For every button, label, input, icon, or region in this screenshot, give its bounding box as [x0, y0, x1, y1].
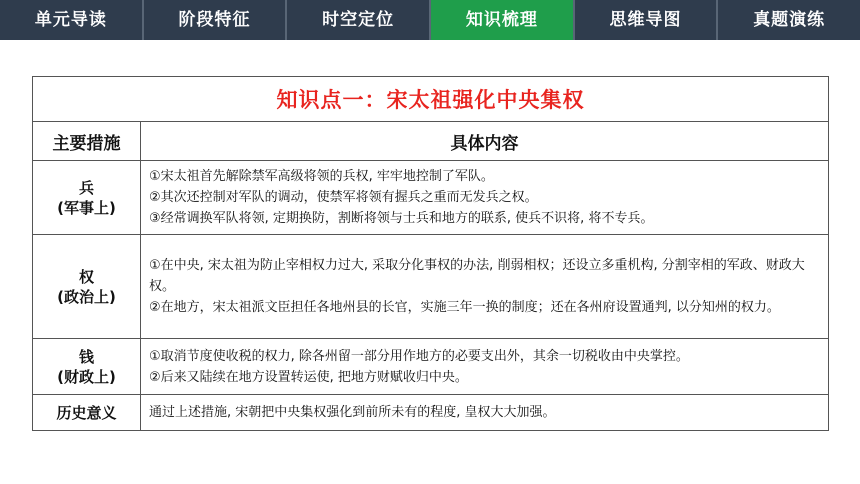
row-content-political — [141, 235, 829, 339]
row-label-financial — [33, 339, 141, 395]
row-label-sub: (财政上) — [57, 367, 116, 386]
content-line: ①宋太祖首先解除禁军高级将领的兵权, 牢牢地控制了军队。 — [149, 169, 494, 184]
tab-stage-features[interactable]: 阶段特征 — [144, 0, 288, 40]
knowledge-table — [32, 76, 829, 431]
header-content: 具体内容 — [141, 122, 829, 161]
row-label-military — [33, 161, 141, 235]
row-label-sub: (军事上) — [57, 198, 116, 217]
row-label-main: 兵 — [78, 178, 94, 197]
tab-unit-intro[interactable]: 单元导读 — [0, 0, 144, 40]
content-line: ②在地方，宋太祖派文臣担任各地州县的长官，实施三年一换的制度；还在各州府设置通判, 以分知州的权力。 — [149, 300, 780, 315]
header-measures: 主要措施 — [33, 122, 141, 161]
content-line: ③经常调换军队将领, 定期换防，割断将领与士兵和地方的联系, 使兵不识将, 将不专兵。 — [149, 211, 654, 226]
row-content-financial — [141, 339, 829, 395]
content-line: ①取消节度使收税的权力, 除各州留一部分用作地方的必要支出外，其余一切税收由中央掌控。 — [149, 348, 689, 364]
content-line: ②后来又陆续在地方设置转运使, 把地方财赋收归中央。 — [149, 369, 468, 385]
table-title: 知识点一：宋太祖强化中央集权 — [33, 77, 829, 122]
knowledge-table-container — [32, 76, 828, 431]
row-label-political — [33, 235, 141, 339]
table-row — [33, 339, 829, 395]
row-label-main: 钱 — [78, 347, 94, 366]
row-label-main: 权 — [78, 267, 94, 286]
table-row — [33, 395, 829, 431]
table-row — [33, 235, 829, 339]
tab-mind-map[interactable]: 思维导图 — [575, 0, 719, 40]
content-line: 通过上述措施, 宋朝把中央集权强化到前所未有的程度, 皇权大大加强。 — [149, 405, 556, 420]
tab-knowledge-review[interactable]: 知识梳理 — [431, 0, 575, 40]
row-label-main: 历史意义 — [56, 403, 117, 422]
row-label-sub: (政治上) — [57, 287, 116, 306]
tab-time-space[interactable]: 时空定位 — [287, 0, 431, 40]
content-line: ①在中央, 宋太祖为防止宰相权力过大, 采取分化事权的办法, 削弱相权；还设立多重机构, 分割宰相的军政、财政大权。 — [149, 258, 805, 294]
tab-exam-practice[interactable]: 真题演练 — [753, 10, 826, 30]
content-line: ②其次还控制对军队的调动，使禁军将领有握兵之重而无发兵之权。 — [149, 190, 538, 205]
row-content-military — [141, 161, 829, 235]
top-nav-bar — [0, 0, 860, 40]
table-row — [33, 161, 829, 235]
row-label-significance — [33, 395, 141, 431]
row-content-significance — [141, 395, 829, 431]
